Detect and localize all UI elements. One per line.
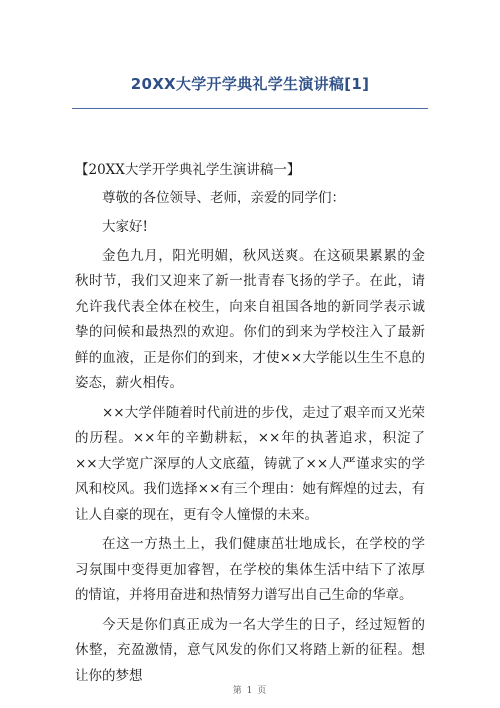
body-paragraph: 今天是你们真正成为一名大学生的日子，经过短暂的休整，充盈激情，意气风发的你们又将踏上新的征程。想让你的梦想: [75, 616, 425, 684]
greeting: 大家好!: [102, 219, 148, 235]
document-title: 20XX大学开学典礼学生演讲稿[1]: [130, 75, 370, 93]
salutation: 尊敬的各位领导、老师，亲爱的同学们：: [102, 189, 345, 206]
body-paragraph: ××大学伴随着时代前进的步伐，走过了艰辛而又光荣的历程。××年的辛勤耕耘，××年的执著追求，积淀了××大学宽广深厚的人文底蕴，铸就了××人严谨求实的学风和校风。我们选择××有三个理由：她有辉煌的过去，有让人自豪的现在，更有令人憧憬的未来。: [75, 404, 425, 523]
body-paragraph: 金色九月，阳光明媚，秋风送爽。在这硕果累累的金秋时节，我们又迎来了新一批青春飞扬的学子。在此，请允许我代表全体在校生，向来自祖国各地的新同学表示诚挚的问候和最热烈的欢迎。你们的到来为学校注入了最新鲜的血液，正是你们的到来，才使××大学能以生生不息的姿态，薪火相传。: [75, 247, 425, 391]
body-paragraph: 在这一方热土上，我们健康茁壮地成长，在学校的学习氛围中变得更加睿智，在学校的集体生活中结下了浓厚的情谊，并将用奋进和热情努力谱写出自己生命的华章。: [75, 536, 425, 603]
document-body: [75, 158, 425, 693]
title-divider: [72, 108, 428, 109]
page-number: 第 1 页: [232, 686, 268, 696]
section-heading: 【20XX大学开学典礼学生演讲稿一】: [75, 162, 301, 178]
